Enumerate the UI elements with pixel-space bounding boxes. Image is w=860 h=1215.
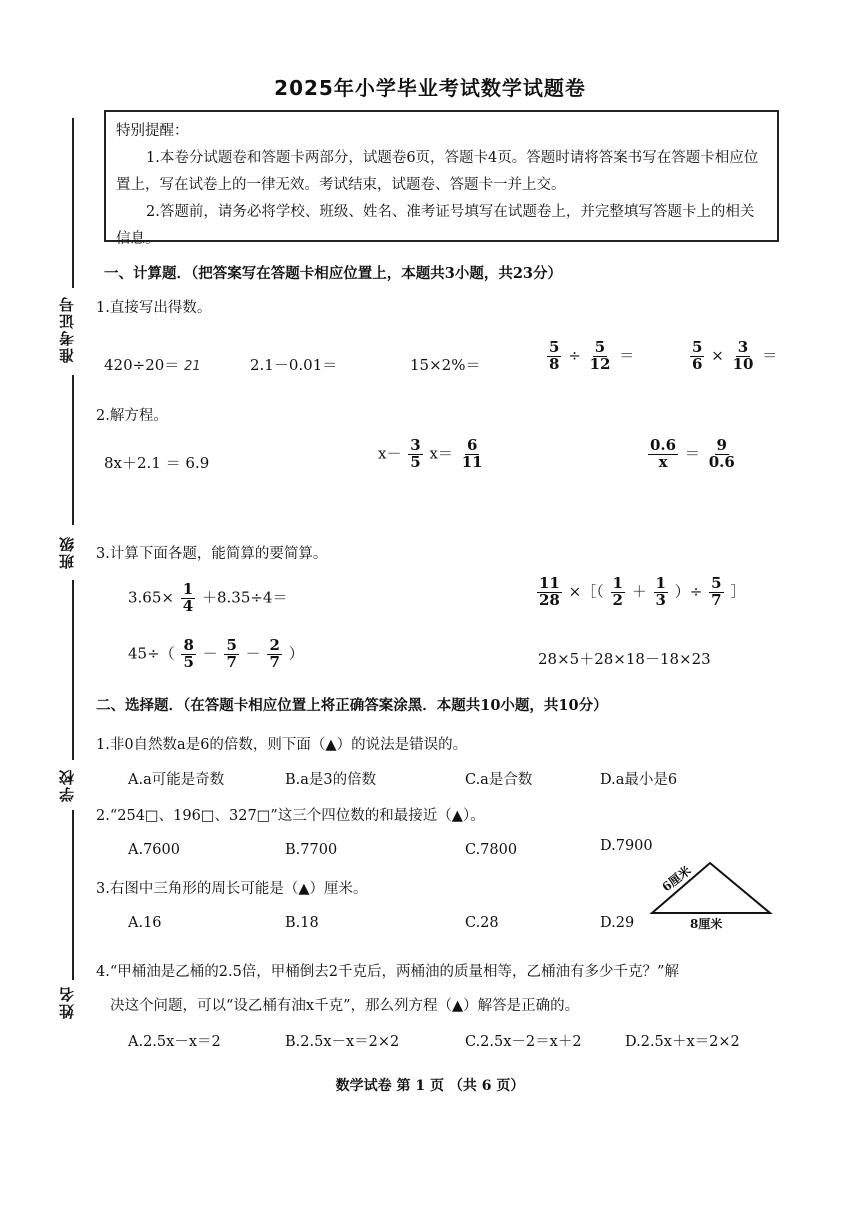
fraction <box>537 576 562 609</box>
denominator: 8 <box>549 354 560 373</box>
denominator: 5 <box>183 652 194 671</box>
fraction <box>654 576 668 609</box>
denominator: 5 <box>410 452 421 471</box>
calc-text: ×［（ <box>568 582 604 601</box>
calc-text: 45÷（ <box>128 644 175 663</box>
equals: ＝ <box>619 346 635 365</box>
denominator: 2 <box>612 590 623 609</box>
equation-text: x－ <box>378 444 402 463</box>
choice-1-option-a: A.a可能是奇数 <box>128 772 225 788</box>
binding-line <box>72 810 74 980</box>
denominator: 0.6 <box>708 452 735 471</box>
choice-4-stem-line-1: 4.“甲桶油是乙桶的2.5倍，甲桶倒去2千克后，两桶油的质量相等，乙桶油有多少千克？”解 <box>96 964 679 980</box>
choice-1-option-d: D.a最小是6 <box>600 772 678 788</box>
choice-2-stem: 2.“254□、196□、327□”这三个四位数的和最接近（▲）。 <box>96 808 485 824</box>
fraction <box>408 438 422 471</box>
choice-1-stem: 1.非0自然数a是6的倍数，则下面（▲）的说法是错误的。 <box>96 737 468 753</box>
choice-2-option-c: C.7800 <box>465 842 518 858</box>
operator: － <box>202 644 218 663</box>
choice-3-option-d: D.29 <box>600 915 635 931</box>
equation-2 <box>378 438 487 471</box>
fraction <box>181 638 195 671</box>
denominator: 3 <box>655 590 666 609</box>
denominator: 12 <box>589 354 611 373</box>
choice-4-option-a: A.2.5x－x＝2 <box>128 1034 221 1050</box>
calc-item-1 <box>128 582 287 615</box>
choice-3-option-c: C.28 <box>465 915 499 931</box>
denominator: 4 <box>182 596 194 615</box>
fraction <box>648 438 678 471</box>
page-title: 2025年小学毕业考试数学试题卷 <box>274 76 586 100</box>
numerator: 1 <box>182 580 194 598</box>
numerator: 3 <box>410 436 421 454</box>
choice-4-option-c: C.2.5x－2＝x＋2 <box>465 1034 582 1050</box>
question-3-label: 3.计算下面各题，能简算的要简算。 <box>96 546 328 562</box>
operator: ＋ <box>631 582 647 601</box>
handwritten-answer: 21 <box>184 359 201 374</box>
fraction <box>690 340 704 373</box>
choice-3-option-b: B.18 <box>285 915 319 931</box>
oral-item-1 <box>104 354 201 375</box>
equation-text: x＝ <box>429 444 453 463</box>
numerator: 0.6 <box>650 436 677 454</box>
denominator: 7 <box>711 590 722 609</box>
equals: ＝ <box>684 444 700 463</box>
side-label-exam-no: 准考证号 <box>58 295 76 363</box>
numerator: 8 <box>183 636 194 654</box>
section-2-heading: 二、选择题．（在答题卡相应位置上将正确答案涂黑．本题共10小题，共10分） <box>96 697 608 714</box>
question-2-label: 2.解方程。 <box>96 408 168 424</box>
notice-box <box>104 110 779 247</box>
calc-item-2 <box>535 576 745 609</box>
choice-2-option-b: B.7700 <box>285 842 338 858</box>
numerator: 5 <box>692 338 703 356</box>
fraction <box>224 638 238 671</box>
choice-4-option-b: B.2.5x－x＝2×2 <box>285 1034 400 1050</box>
fraction <box>460 438 485 471</box>
oral-item-5 <box>688 340 777 373</box>
fraction <box>267 638 281 671</box>
binding-line <box>72 580 74 760</box>
binding-line <box>72 118 74 288</box>
fraction <box>707 438 737 471</box>
side-label-name: 姓名 <box>58 985 76 1019</box>
fraction <box>547 340 561 373</box>
denominator: 11 <box>461 452 483 471</box>
denominator: 28 <box>539 590 560 609</box>
numerator: 5 <box>711 574 722 592</box>
calc-text: ） <box>288 644 304 663</box>
numerator: 3 <box>737 338 749 356</box>
calc-item-3 <box>128 638 304 671</box>
calc-item-4: 28×5＋28×18－18×23 <box>538 650 711 668</box>
operator: － <box>245 644 261 663</box>
numerator: 9 <box>716 436 727 454</box>
fraction <box>709 576 723 609</box>
oral-item-3: 15×2%＝ <box>410 356 481 374</box>
numerator: 6 <box>466 436 478 454</box>
side-label-school: 学校 <box>58 768 76 802</box>
denominator: x <box>658 452 668 471</box>
equation-3 <box>646 438 739 471</box>
choice-2-option-a: A.7600 <box>128 842 180 858</box>
section-1-heading: 一、计算题．（把答案写在答题卡相应位置上，本题共3小题，共23分） <box>104 265 563 282</box>
choice-2-option-d: D.7900 <box>600 838 653 854</box>
choice-4-option-d: D.2.5x＋x＝2×2 <box>625 1034 740 1050</box>
oral-item-4 <box>545 340 634 373</box>
denominator: 7 <box>269 652 280 671</box>
calc-text: ）÷ <box>674 582 703 601</box>
fraction <box>181 582 195 615</box>
triangle-side-label-bottom: 8厘米 <box>690 917 723 931</box>
binding-line <box>72 375 74 525</box>
operator: × <box>711 346 724 365</box>
choice-3-option-a: A.16 <box>128 915 162 931</box>
side-label-class: 班级 <box>58 535 76 569</box>
numerator: 11 <box>539 574 560 592</box>
equals: ＝ <box>762 346 778 365</box>
choice-1-option-c: C.a是合数 <box>465 772 533 788</box>
question-1-label: 1.直接写出得数。 <box>96 300 212 316</box>
numerator: 5 <box>226 636 237 654</box>
fraction <box>611 576 625 609</box>
denominator: 7 <box>226 652 237 671</box>
fraction <box>588 340 613 373</box>
calc-text: ＋8.35÷4＝ <box>201 588 288 607</box>
numerator: 5 <box>549 338 560 356</box>
denominator: 10 <box>732 354 754 373</box>
operator: ÷ <box>568 346 581 365</box>
oral-item-2: 2.1－0.01＝ <box>250 356 338 374</box>
choice-3-stem: 3.右图中三角形的周长可能是（▲）厘米。 <box>96 881 368 897</box>
calc-text: ］ <box>730 582 746 601</box>
choice-1-option-b: B.a是3的倍数 <box>285 772 377 788</box>
numerator: 2 <box>269 636 280 654</box>
choice-4-stem-line-2: 决这个问题，可以“设乙桶有油x千克”，那么列方程（▲）解答是正确的。 <box>110 998 580 1014</box>
notice-paragraph-2: 2.答题前，请务必将学校、班级、姓名、准考证号填写在试题卷上，并完整填写答题卡上的相关信息。 <box>116 204 755 247</box>
denominator: 6 <box>692 354 703 373</box>
numerator: 1 <box>612 574 623 592</box>
oral-item-text: 420÷20＝ <box>104 356 180 374</box>
notice-heading: 特别提醒： <box>116 123 189 139</box>
notice-paragraph-1: 1.本卷分试题卷和答题卡两部分，试题卷6页，答题卡4页。答题时请将答案书写在答题卡相应位置上，写在试卷上的一律无效。考试结束，试题卷、答题卡一并上交。 <box>116 150 759 193</box>
triangle-side-label-left: 6厘米 <box>659 863 694 895</box>
fraction <box>731 340 756 373</box>
numerator: 1 <box>655 574 666 592</box>
page-footer: 数学试卷 第 1 页 （共 6 页） <box>335 1078 525 1094</box>
equation-1: 8x＋2.1 ＝ 6.9 <box>104 454 210 472</box>
numerator: 5 <box>594 338 606 356</box>
calc-text: 3.65× <box>128 588 174 607</box>
